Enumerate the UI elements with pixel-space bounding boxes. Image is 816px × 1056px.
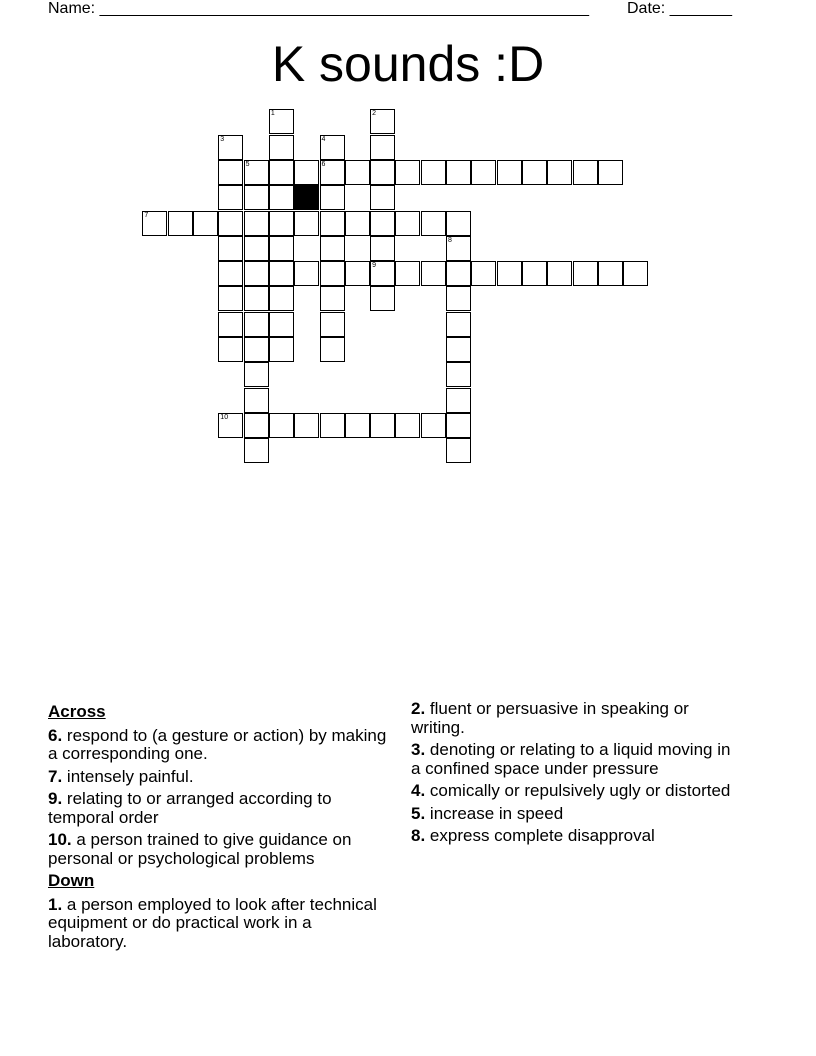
crossword-cell[interactable]	[320, 286, 345, 311]
crossword-cell[interactable]	[446, 286, 471, 311]
clue-text: fluent or persuasive in speaking or writing.	[411, 699, 689, 737]
clue-number: 8	[448, 236, 452, 244]
clue-text: express complete disapproval	[429, 826, 655, 845]
crossword-cell[interactable]	[522, 160, 547, 185]
clue-item	[411, 782, 741, 801]
across-clue-list	[48, 727, 393, 869]
crossword-cell[interactable]	[497, 261, 522, 286]
crossword-cell[interactable]	[446, 160, 471, 185]
crossword-cell[interactable]	[244, 413, 269, 438]
crossword-cell[interactable]	[269, 312, 294, 337]
crossword-cell[interactable]	[446, 337, 471, 362]
clue-item	[48, 768, 393, 787]
crossword-cell[interactable]	[269, 135, 294, 160]
clue-number-label: 4.	[411, 781, 426, 800]
crossword-cell[interactable]	[446, 388, 471, 413]
crossword-cell[interactable]	[446, 438, 471, 463]
clue-text: comically or repulsively ugly or distorted	[429, 781, 731, 800]
clue-number-label: 10.	[48, 830, 72, 849]
crossword-cell[interactable]	[370, 413, 395, 438]
crossword-cell[interactable]	[218, 261, 243, 286]
crossword-cell[interactable]	[370, 236, 395, 261]
crossword-cell[interactable]	[320, 312, 345, 337]
clue-number-label: 2.	[411, 699, 426, 718]
clues-section	[48, 700, 748, 1000]
clue-number: 6	[321, 160, 326, 168]
crossword-cell[interactable]	[218, 236, 243, 261]
crossword-cell[interactable]	[320, 337, 345, 362]
clue-number: 2	[372, 110, 376, 118]
crossword-cell[interactable]	[244, 337, 269, 362]
crossword-cell[interactable]	[370, 286, 395, 311]
clues-left-column	[48, 700, 393, 955]
crossword-cell[interactable]	[269, 236, 294, 261]
clue-text: a person trained to give guidance on personal or psychological problems	[48, 830, 352, 868]
crossword-cell[interactable]	[446, 362, 471, 387]
clues-right-column	[411, 700, 741, 850]
clue-item	[411, 805, 741, 824]
date-field[interactable]: Date: _______	[627, 0, 732, 17]
crossword-cell[interactable]	[345, 160, 370, 185]
crossword-cell[interactable]	[395, 211, 420, 236]
crossword-cell[interactable]	[218, 135, 243, 160]
crossword-cell[interactable]	[345, 211, 370, 236]
clue-number-label: 3.	[411, 740, 426, 759]
clue-item	[411, 827, 741, 846]
crossword-cell[interactable]	[168, 211, 193, 236]
crossword-cell[interactable]	[244, 388, 269, 413]
crossword-cell[interactable]	[294, 160, 319, 185]
crossword-cell[interactable]	[269, 261, 294, 286]
crossword-cell[interactable]	[269, 413, 294, 438]
crossword-cell[interactable]	[370, 135, 395, 160]
crossword-cell[interactable]	[395, 160, 420, 185]
down-heading: Down	[48, 871, 95, 890]
crossword-cell[interactable]	[218, 337, 243, 362]
crossword-cell[interactable]	[269, 185, 294, 210]
clue-number: 1	[270, 110, 275, 118]
clue-text: a person employed to look after technical equipment or do practical work in a laboratory.	[48, 894, 377, 951]
crossword-cell[interactable]	[269, 109, 294, 134]
blocked-cell	[294, 185, 319, 210]
crossword-cell[interactable]	[244, 261, 269, 286]
clue-number-label: 5.	[411, 803, 426, 823]
crossword-cell[interactable]	[320, 261, 345, 286]
crossword-cell[interactable]	[471, 261, 496, 286]
crossword-cell[interactable]	[218, 312, 243, 337]
crossword-cell[interactable]	[244, 312, 269, 337]
clue-number-label: 9.	[48, 789, 63, 808]
clue-text: respond to (a gesture or action) by making a corresponding one.	[48, 725, 387, 763]
crossword-cell[interactable]	[345, 261, 370, 286]
clue-text: denoting or relating to a liquid moving in a confined space under pressure	[411, 740, 731, 778]
crossword-cell[interactable]	[370, 109, 395, 134]
crossword-cell[interactable]	[370, 185, 395, 210]
down-clue-list-continued	[411, 700, 741, 846]
clue-text: relating to or arranged according to temporal order	[48, 789, 332, 827]
crossword-cell[interactable]	[547, 261, 572, 286]
clue-number-label: 7.	[48, 766, 63, 786]
crossword-cell[interactable]	[395, 261, 420, 286]
clue-number: 4	[321, 135, 326, 143]
crossword-cell[interactable]	[446, 236, 471, 261]
crossword-cell[interactable]	[218, 211, 243, 236]
crossword-cell[interactable]	[370, 160, 395, 185]
crossword-cell[interactable]	[573, 160, 598, 185]
crossword-cell[interactable]	[218, 185, 243, 210]
crossword-cell[interactable]	[320, 211, 345, 236]
crossword-cell[interactable]	[573, 261, 598, 286]
crossword-cell[interactable]	[244, 160, 269, 185]
crossword-cell[interactable]	[446, 261, 471, 286]
clue-number: 10	[220, 413, 229, 421]
crossword-cell[interactable]	[294, 261, 319, 286]
clue-number: 5	[245, 160, 250, 168]
crossword-cell[interactable]	[598, 160, 623, 185]
clue-number: 9	[372, 262, 376, 270]
crossword-cell[interactable]	[269, 337, 294, 362]
crossword-cell[interactable]	[142, 211, 167, 236]
crossword-cell[interactable]	[218, 160, 243, 185]
crossword-cell[interactable]	[269, 286, 294, 311]
crossword-cell[interactable]	[244, 236, 269, 261]
crossword-cell[interactable]	[269, 160, 294, 185]
crossword-cell[interactable]	[623, 261, 648, 286]
crossword-cell[interactable]	[244, 438, 269, 463]
clue-item	[411, 741, 741, 778]
clue-number-label: 8.	[411, 826, 426, 845]
clue-text: intensely painful.	[66, 766, 194, 786]
clue-item	[48, 896, 393, 952]
crossword-cell[interactable]	[370, 211, 395, 236]
crossword-cell[interactable]	[320, 185, 345, 210]
clue-number-label: 6.	[48, 725, 63, 745]
crossword-cell[interactable]	[421, 413, 446, 438]
crossword-cell[interactable]	[218, 286, 243, 311]
crossword-cell[interactable]	[421, 160, 446, 185]
crossword-cell[interactable]	[320, 413, 345, 438]
down-clue-list	[48, 896, 393, 952]
crossword-cell[interactable]	[269, 211, 294, 236]
crossword-cell[interactable]	[446, 413, 471, 438]
crossword-cell[interactable]	[218, 413, 243, 438]
crossword-cell[interactable]	[446, 312, 471, 337]
crossword-cell[interactable]	[497, 160, 522, 185]
clue-item	[48, 831, 393, 868]
crossword-cell[interactable]	[421, 211, 446, 236]
crossword-cell[interactable]	[244, 286, 269, 311]
crossword-cell[interactable]	[294, 413, 319, 438]
crossword-cell[interactable]	[193, 211, 218, 236]
crossword-cell[interactable]	[395, 413, 420, 438]
clue-item	[48, 727, 393, 764]
clue-number: 7	[144, 211, 149, 219]
clue-number-label: 1.	[48, 894, 63, 914]
across-heading: Across	[48, 702, 106, 721]
clue-item	[48, 790, 393, 827]
clue-item	[411, 700, 741, 737]
crossword-grid	[0, 0, 816, 480]
crossword-cell[interactable]	[345, 413, 370, 438]
crossword-cell[interactable]	[320, 160, 345, 185]
clue-text: increase in speed	[429, 803, 564, 823]
crossword-cell[interactable]	[522, 261, 547, 286]
crossword-cell[interactable]	[370, 261, 395, 286]
crossword-cell[interactable]	[244, 185, 269, 210]
crossword-cell[interactable]	[244, 362, 269, 387]
crossword-cell[interactable]	[320, 135, 345, 160]
crossword-cell[interactable]	[421, 261, 446, 286]
clue-number: 3	[220, 135, 225, 143]
crossword-cell[interactable]	[598, 261, 623, 286]
name-field[interactable]: Name: _______________________________________________________	[48, 0, 589, 17]
crossword-cell[interactable]	[446, 211, 471, 236]
crossword-cell[interactable]	[294, 211, 319, 236]
crossword-cell[interactable]	[547, 160, 572, 185]
crossword-cell[interactable]	[471, 160, 496, 185]
crossword-cell[interactable]	[244, 211, 269, 236]
crossword-cell[interactable]	[320, 236, 345, 261]
page-title: K sounds :D	[271, 36, 545, 92]
